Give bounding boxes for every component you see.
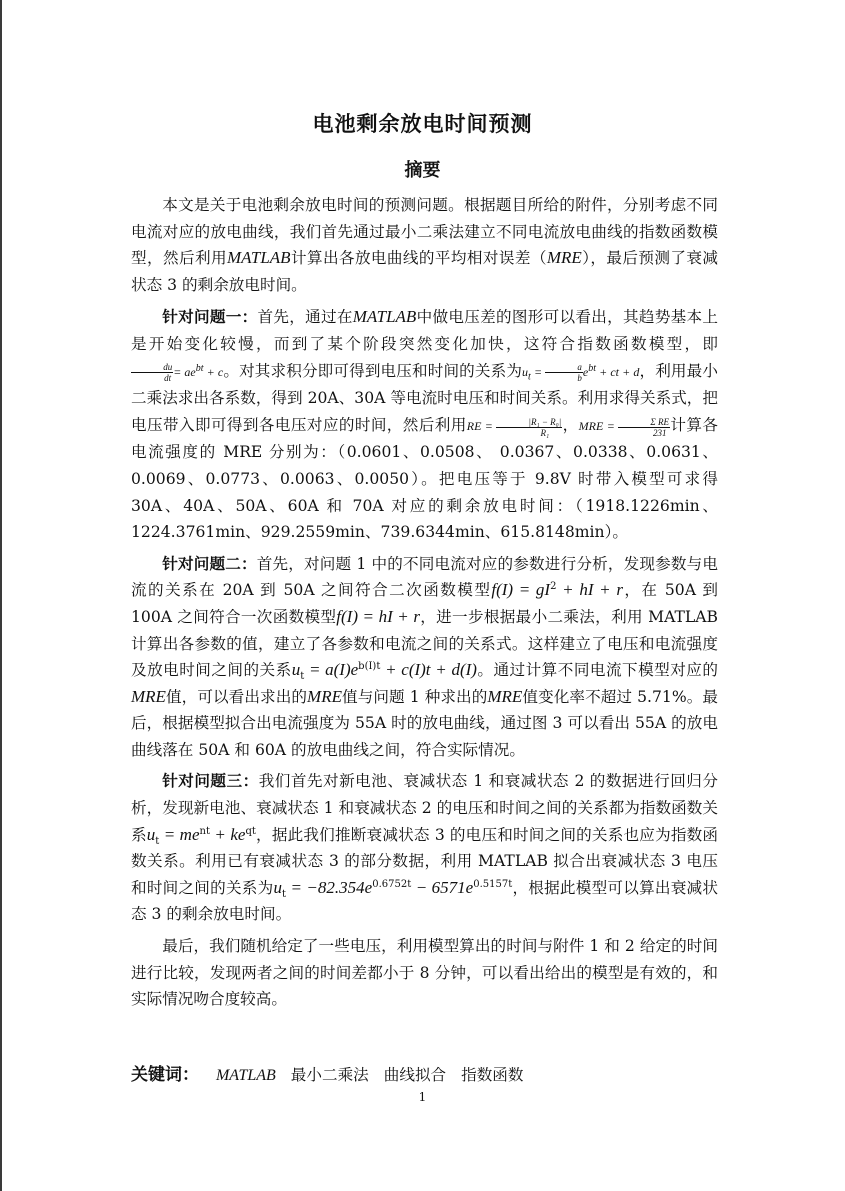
text-run: 计算各电流强度的 MRE 分别为：（0.0601、0.0508、 0.0367、0.0338、0.0631、0.0069、0.0773、0.0063、0.0050）。把电压等于 9.8V 时带入模型可求得 30A、40A、50A、60A 和 70A 对应的剩余放电时间：（1918.1226min、1224.3761min、929.2559min、739.6344min、615.8148min）。 <box>131 415 718 542</box>
text-run: ，利用最小二乘法求出各系数，得到 20A、30A 等电流时电压和时间关系。利用求得关系式，把电压带入即可得到各电压对应的时间，然后利用 <box>131 361 718 434</box>
keyword: MATLAB <box>215 1067 276 1084</box>
equation-re: RE = $\frac{\text{|R₁ − R₀|}}{\text{R₁}}$ <box>466 416 562 438</box>
equation-double-exponential: $u_t = me^{nt} + ke^{qt}$ <box>146 824 256 847</box>
abstract-paragraph-intro <box>131 192 718 298</box>
text-run: 。通过计算不同电流下模型对应的 <box>476 661 718 680</box>
equation-derivative: $\frac{du}{dt}$ = $ae^{bt} + c$ <box>131 365 223 379</box>
problem-2-lead: 针对问题二： <box>162 554 257 573</box>
equation-fitted-state-3: $u_t = -82.354e^{0.6752t} - 6571e^{0.5157t}$ <box>273 877 513 900</box>
problem-3-lead: 针对问题三： <box>162 772 259 791</box>
abstract-paragraph-problem-1 <box>131 304 718 545</box>
text-run: 中做电压差的图形可以看出，其趋势基本上是开始变化较慢，而到了某个阶段突然变化加快，这符合指数函数模型，即 <box>131 308 718 353</box>
abstract-heading: 摘要 <box>404 160 441 181</box>
text-run: ，根据此模型可以算出衰减状态 3 的剩余放电时间。 <box>131 878 718 924</box>
matlab-term: MATLAB <box>226 248 291 268</box>
text-run: ，进一步根据最小二乘法，利用 MATLAB 计算出各参数的值，建立了各参数和电流之间的关系式。这样建立了电压和电流强度及放电时间之间的关系 <box>131 607 718 680</box>
keywords-label: 关键词： <box>131 1065 199 1085</box>
text-run: ， <box>562 415 579 434</box>
text-run: 首先，通过在 <box>257 308 353 327</box>
text-run: ，据此我们推断衰减状态 3 的电压和时间之间的关系也应为指数函数关系。利用已有衰减状态 3 的部分数据，利用 MATLAB 拟合出衰减状态 3 电压和时间之间的关系为 <box>131 825 719 897</box>
text-run: 本文是关于电池剩余放电时间的预测问题。根据题目所给的附件，分别考虑不同电流对应的放电曲线，我们首先通过最小二乘法建立不同电流放电曲线的指数函数模型，然后利用 <box>131 196 718 268</box>
text-run: 首先，对问题 1 中的不同电流对应的参数进行分析，发现参数与电流的关系在 20A 到 50A 之间符合二次函数模型 <box>131 554 718 600</box>
problem-1-lead: 针对问题一： <box>162 308 258 327</box>
page-title: 电池剩余放电时间预测 <box>312 112 533 136</box>
keywords-line <box>131 1060 534 1085</box>
abstract-paragraph-problem-2 <box>131 551 718 764</box>
text-run: 值与问题 1 种求出的 <box>341 687 488 706</box>
mre-term: MRE <box>307 686 342 706</box>
equation-voltage-time: $u_t$ = $\frac{a}{b}$ $e^{bt}$ + ct + d <box>522 362 640 384</box>
equation-voltage-current: $u_t = a(I)e^{b(I)t} + c(I)t + d(I)$ <box>291 660 477 683</box>
equation-linear: f(I) = hI + r <box>336 606 420 626</box>
mre-term: MRE <box>131 686 166 706</box>
text-run: 值，可以看出求出的 <box>165 687 308 706</box>
text-run: ，在 50A 到 100A 之间符合一次函数模型 <box>131 581 718 626</box>
keyword: 指数函数 <box>461 1066 524 1084</box>
text-run: ），最后预测了衰减状态 3 的剩余放电时间。 <box>131 249 718 294</box>
mre-term: MRE <box>546 248 582 268</box>
abstract-paragraph-conclusion: 最后，我们随机给定了一些电压，利用模型算出的时间与附件 1 和 2 给定的时间进行比较，发现两者之间的时间差都小于 8 分钟，可以看出给出的模型是有效的，和实际情况吻合度较高。 <box>131 937 718 1009</box>
mre-term: MRE <box>487 686 523 706</box>
equation-mre: MRE = $\frac{\text{Σ RE}}{231}$ <box>578 416 669 438</box>
equation-quadratic: $f(I) = gI^2$ + hI + r <box>491 580 623 600</box>
text-run: 计算出各放电曲线的平均相对误差（ <box>290 249 547 268</box>
keyword: 最小二乘法 <box>290 1066 369 1084</box>
page-number: 1 <box>418 1090 427 1104</box>
abstract-paragraph-problem-3 <box>131 768 718 928</box>
text-run: 我们首先对新电池、衰减状态 1 和衰减状态 2 的数据进行回归分析，发现新电池、衰减状态 1 和衰减状态 2 的电压和时间之间的关系都为指数函数关系 <box>131 772 718 844</box>
matlab-term: MATLAB <box>352 307 417 327</box>
text-run: 值变化率不超过 5.71%。最后，根据模型拟合出电流强度为 55A 时的放电曲线，通过图 3 可以看出 55A 的放电曲线落在 50A 和 60A 的放电曲线之间，符合实际情况。 <box>131 687 718 759</box>
keyword: 曲线拟合 <box>383 1066 447 1084</box>
abstract-body <box>131 192 718 1018</box>
text-run: 。对其求积分即可得到电压和时间的关系为 <box>223 361 523 380</box>
